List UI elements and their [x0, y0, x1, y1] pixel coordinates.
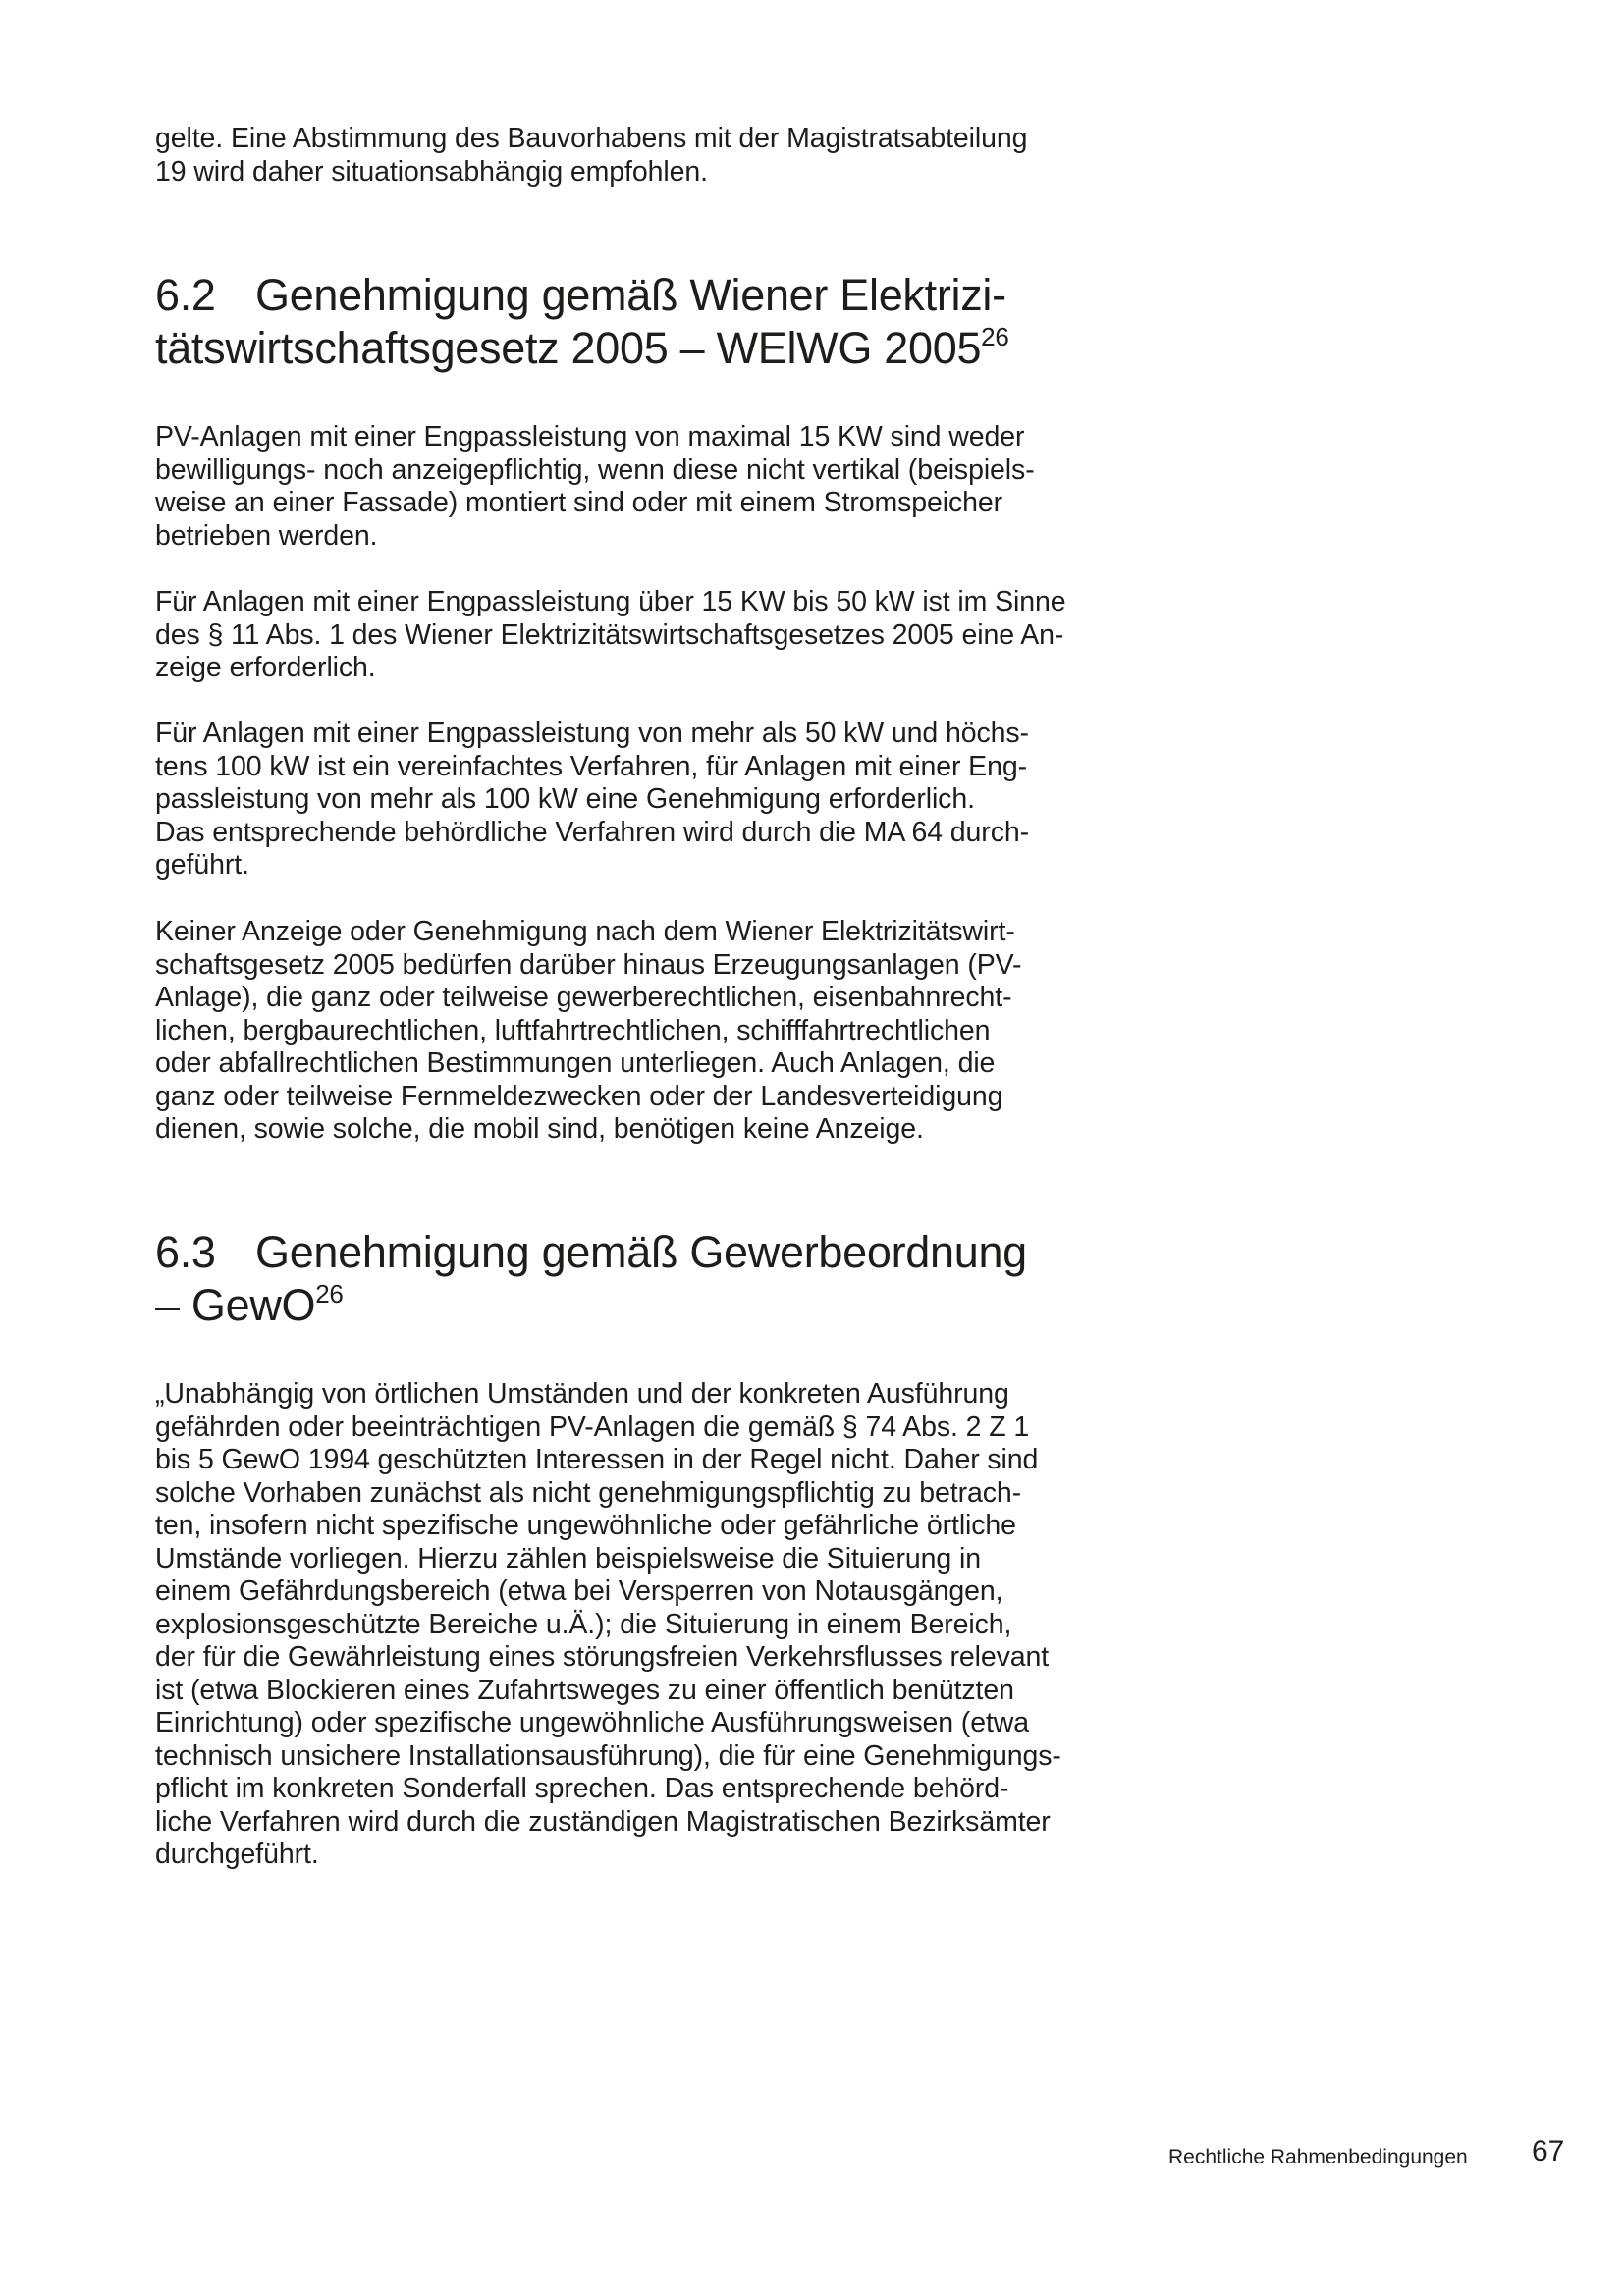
text-line: passleistung von mehr als 100 kW eine Genehmigung erforderlich. — [155, 783, 975, 815]
heading-line-2 — [155, 1279, 1078, 1332]
text-line: schaftsgesetz 2005 bedürfen darüber hinaus Erzeugungsanlagen (PV- — [155, 948, 1022, 981]
section-6-2-paragraph-3 — [155, 718, 1078, 882]
text-line: PV-Anlagen mit einer Engpassleistung von maximal 15 KW sind weder — [155, 421, 1025, 453]
footnote-marker: 26 — [981, 322, 1009, 351]
text-line: Das entsprechende behördliche Verfahren wird durch die MA 64 durch- — [155, 816, 1029, 848]
page-number: 67 — [1532, 2135, 1565, 2167]
heading-line-1 — [155, 1226, 1078, 1279]
text-line: tens 100 kW ist ein vereinfachtes Verfahren, für Anlagen mit einer Eng- — [155, 750, 1027, 782]
text-line: explosionsgeschützte Bereiche u.Ä.); die Situierung in einem Bereich, — [155, 1608, 1012, 1640]
section-number: 6.2 — [155, 270, 216, 320]
text-line: weise an einer Fassade) montiert sind oder mit einem Stromspeicher — [155, 487, 1003, 518]
text-line: Anlage), die ganz oder teilweise gewerberechtlichen, eisenbahnrecht- — [155, 982, 1012, 1013]
text-line: ist (etwa Blockieren eines Zufahrtsweges zu einer öffentlich benützten — [155, 1674, 1014, 1706]
section-6-2-paragraph-2 — [155, 586, 1078, 685]
heading-line-2 — [155, 322, 1078, 375]
text-line: geführt. — [155, 849, 249, 881]
text-line: technisch unsichere Installationsausführung), die für eine Genehmigungs- — [155, 1739, 1061, 1772]
heading-title-part: Genehmigung gemäß Wiener Elektrizi- — [255, 270, 1006, 320]
text-line: betrieben werden. — [155, 519, 378, 552]
text-line: oder abfallrechtlichen Bestimmungen unterliegen. Auch Anlagen, die — [155, 1047, 996, 1079]
text-line: einem Gefährdungsbereich (etwa bei Versperren von Notausgängen, — [155, 1575, 1003, 1607]
section-6-3-paragraph — [155, 1378, 1078, 1872]
text-line: Für Anlagen mit einer Engpassleistung von mehr als 50 kW und höchs- — [155, 718, 1029, 749]
text-line: Einrichtung) oder spezifische ungewöhnliche Ausführungsweisen (etwa — [155, 1707, 1029, 1738]
section-6-3-heading — [155, 1226, 1078, 1332]
heading-title-part: Genehmigung gemäß Gewerbeordnung — [255, 1227, 1027, 1277]
text-line: „Unabhängig von örtlichen Umständen und der konkreten Ausführung — [155, 1378, 1009, 1410]
section-6-2-paragraph-4 — [155, 916, 1078, 1147]
section-6-2-paragraph-1 — [155, 421, 1078, 553]
text-line: durchgeführt. — [155, 1839, 319, 1870]
text-line: pflicht im konkreten Sonderfall sprechen. Das entsprechende behörd- — [155, 1773, 1009, 1804]
section-6-2-heading — [155, 269, 1078, 375]
text-line: gelte. Eine Abstimmung des Bauvorhabens mit der Magistratsabteilung — [155, 123, 1028, 154]
text-line: des § 11 Abs. 1 des Wiener Elektrizitätswirtschaftsgesetzes 2005 eine An- — [155, 618, 1064, 651]
text-line: zeige erforderlich. — [155, 652, 376, 683]
text-line: gefährden oder beeinträchtigen PV-Anlagen die gemäß § 74 Abs. 2 Z 1 — [155, 1411, 1030, 1443]
text-line: ganz oder teilweise Fernmeldezwecken oder der Landesverteidigung — [155, 1080, 1003, 1112]
text-line: ten, insofern nicht spezifische ungewöhnliche oder gefährliche örtliche — [155, 1510, 1016, 1541]
footnote-marker: 26 — [315, 1279, 344, 1308]
intro-paragraph — [155, 123, 1078, 188]
text-line: Umstände vorliegen. Hierzu zählen beispielsweise die Situierung in — [155, 1542, 981, 1575]
text-line: dienen, sowie solche, die mobil sind, benötigen keine Anzeige. — [155, 1113, 924, 1145]
heading-title-part: tätswirtschaftsgesetz 2005 – WElWG 2005 — [155, 323, 982, 373]
text-line: liche Verfahren wird durch die zuständigen Magistratischen Bezirksämter — [155, 1805, 1051, 1838]
text-line: bis 5 GewO 1994 geschützten Interessen in der Regel nicht. Daher sind — [155, 1444, 1039, 1475]
heading-title-part: – GewO — [155, 1280, 316, 1330]
text-line: 19 wird daher situationsabhängig empfohlen. — [155, 155, 708, 187]
text-line: bewilligungs- noch anzeigepflichtig, wenn diese nicht vertikal (beispiels- — [155, 454, 1035, 486]
text-line: solche Vorhaben zunächst als nicht genehmigungspflichtig zu betrach- — [155, 1476, 1022, 1509]
footer-chapter-label: Rechtliche Rahmenbedingungen — [1168, 2146, 1468, 2168]
text-line: der für die Gewährleistung eines störungsfreien Verkehrsflusses relevant — [155, 1641, 1050, 1673]
section-number: 6.3 — [155, 1227, 216, 1277]
text-line: Keiner Anzeige oder Genehmigung nach dem Wiener Elektrizitätswirt- — [155, 916, 1015, 947]
heading-line-1 — [155, 269, 1078, 322]
text-line: Für Anlagen mit einer Engpassleistung über 15 KW bis 50 kW ist im Sinne — [155, 586, 1066, 617]
text-line: lichen, bergbaurechtlichen, luftfahrtrechtlichen, schifffahrtrechtlichen — [155, 1014, 991, 1046]
